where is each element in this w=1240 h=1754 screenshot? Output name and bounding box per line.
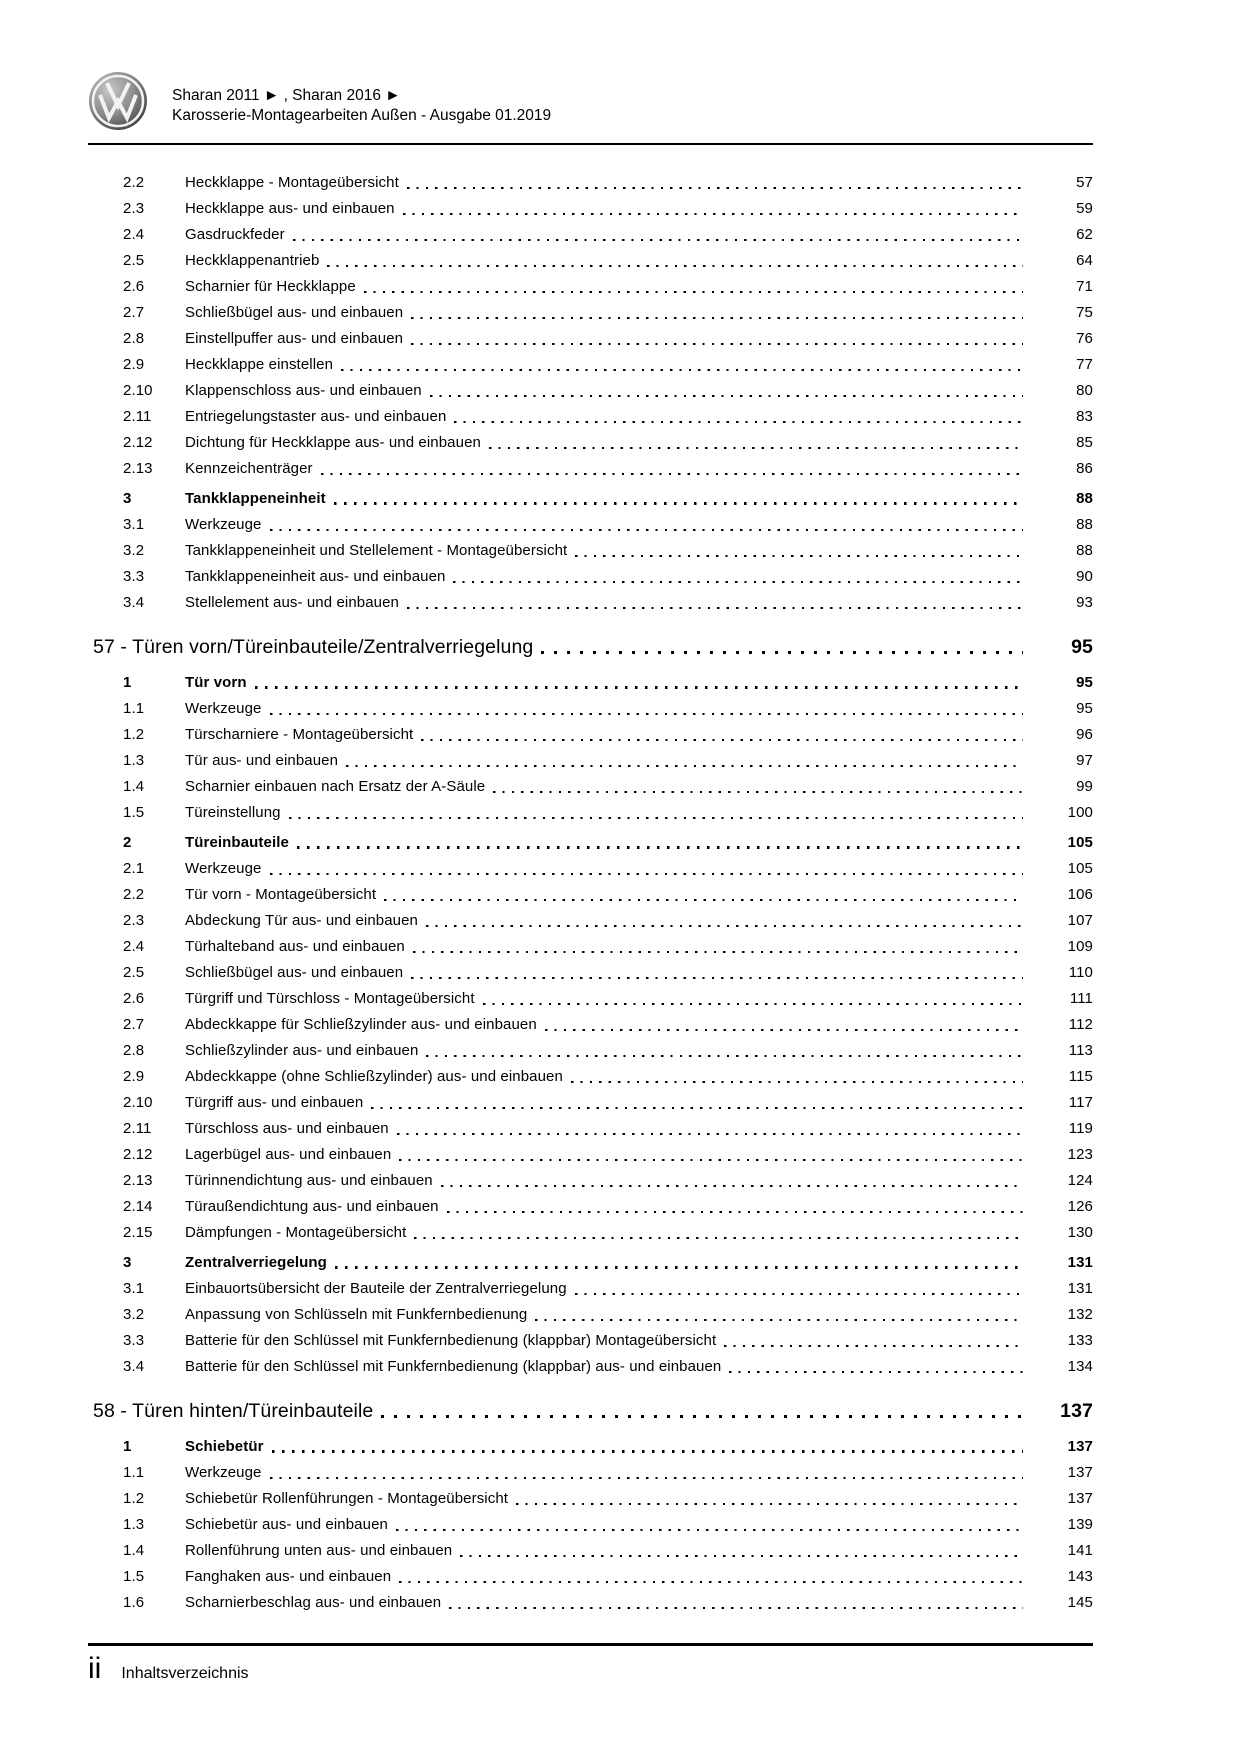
- toc-entry-page: 76: [1076, 330, 1093, 347]
- toc-entry-number: 2.8: [123, 330, 145, 347]
- toc-entry-number: 2.4: [123, 938, 145, 955]
- toc-entry-number: 2.10: [123, 382, 153, 399]
- toc-entry-title: Schließzylinder aus- und einbauen: [185, 1042, 419, 1059]
- toc-entry-page: 124: [1067, 1172, 1093, 1189]
- toc-entry-page: 132: [1067, 1306, 1093, 1323]
- dot-leader: [411, 343, 1023, 345]
- toc-entry-title: Batterie für den Schlüssel mit Funkfernbedienung (klappbar) Montageübersicht: [185, 1332, 717, 1349]
- toc-sub-row: [88, 404, 1093, 430]
- toc-sub-row: [88, 696, 1093, 722]
- toc-section-row: [88, 830, 1093, 856]
- toc-sub-row: [88, 856, 1093, 882]
- toc-entry-number: 2.15: [123, 1224, 153, 1241]
- toc-entry-page: 112: [1068, 1016, 1093, 1033]
- toc-entry-title: Scharnierbeschlag aus- und einbauen: [185, 1594, 442, 1611]
- toc-entry-page: 137: [1067, 1490, 1093, 1507]
- toc-sub-row: [88, 352, 1093, 378]
- toc-entry-number: 1.3: [123, 1516, 145, 1533]
- toc-sub-row: [88, 222, 1093, 248]
- footer-label: Inhaltsverzeichnis: [121, 1665, 249, 1682]
- toc-entry-page: 100: [1067, 804, 1093, 821]
- toc-entry-number: 1.5: [123, 1568, 145, 1585]
- dot-leader: [411, 977, 1023, 979]
- toc-entry-page: 111: [1069, 990, 1093, 1007]
- dot-leader: [297, 846, 1023, 849]
- toc-chapter-row: [88, 632, 1093, 662]
- toc-sub-row: [88, 882, 1093, 908]
- toc-entry-page: 145: [1067, 1594, 1093, 1611]
- toc-entry-page: 106: [1067, 886, 1093, 903]
- toc-sub-row: [88, 960, 1093, 986]
- dot-leader: [430, 395, 1023, 397]
- toc-entry-title: Scharnier für Heckklappe: [185, 278, 356, 295]
- toc-sub-row: [88, 722, 1093, 748]
- dot-leader: [270, 713, 1024, 715]
- dot-leader: [270, 1477, 1024, 1479]
- toc-entry-page: 105: [1067, 834, 1093, 851]
- dot-leader: [399, 1159, 1023, 1161]
- toc-entry-number: 2.3: [123, 200, 145, 217]
- toc-entry-page: 109: [1067, 938, 1093, 955]
- toc-sub-row: [88, 430, 1093, 456]
- toc-entry-title: Türaußendichtung aus- und einbauen: [185, 1198, 439, 1215]
- toc-sub-row: [88, 512, 1093, 538]
- toc-entry-page: 86: [1076, 460, 1093, 477]
- dot-leader: [270, 873, 1024, 875]
- toc-entry-number: 2.1: [123, 860, 145, 877]
- toc-entry-page: 95: [1076, 674, 1093, 691]
- toc-entry-number: 2.9: [123, 356, 145, 373]
- toc-entry-title: 58 - Türen hinten/Türeinbauteile: [93, 1400, 374, 1422]
- toc-entry-page: 95: [1071, 636, 1093, 658]
- toc-entry-title: Anpassung von Schlüsseln mit Funkfernbedienung: [185, 1306, 528, 1323]
- dot-leader: [413, 951, 1023, 953]
- toc-entry-number: 1.2: [123, 1490, 145, 1507]
- toc-chapter-row: [88, 1396, 1093, 1426]
- toc-entry-number: 3.1: [123, 516, 145, 533]
- toc-entry-title: Stellelement aus- und einbauen: [185, 594, 399, 611]
- toc-sub-row: [88, 774, 1093, 800]
- toc-entry-page: 95: [1076, 700, 1093, 717]
- toc-entry-page: 85: [1076, 434, 1093, 451]
- toc-entry-number: 2.7: [123, 1016, 145, 1033]
- dot-leader: [270, 529, 1024, 531]
- toc-sub-row: [88, 1460, 1093, 1486]
- toc-entry-title: Einstellpuffer aus- und einbauen: [185, 330, 404, 347]
- toc-entry-title: Scharnier einbauen nach Ersatz der A-Säule: [185, 778, 486, 795]
- vw-logo-icon: [88, 70, 148, 132]
- toc-entry-title: Batterie für den Schlüssel mit Funkfernbedienung (klappbar) aus- und einbauen: [185, 1358, 722, 1375]
- toc-entry-title: Einbauortsübersicht der Bauteile der Zentralverriegelung: [185, 1280, 567, 1297]
- toc-sub-row: [88, 1354, 1093, 1380]
- header-text: [172, 86, 551, 126]
- dot-leader: [371, 1107, 1023, 1109]
- toc-entry-number: 2.5: [123, 252, 145, 269]
- toc-entry-page: 131: [1067, 1254, 1093, 1271]
- toc-sub-row: [88, 1012, 1093, 1038]
- toc-entry-page: 90: [1076, 568, 1093, 585]
- toc-entry-title: Tür aus- und einbauen: [185, 752, 339, 769]
- toc-entry-title: Schiebetür aus- und einbauen: [185, 1516, 388, 1533]
- toc-entry-page: 139: [1067, 1516, 1093, 1533]
- toc-entry-number: 3.3: [123, 1332, 145, 1349]
- toc-entry-page: 64: [1076, 252, 1093, 269]
- toc-entry-title: 57 - Türen vorn/Türeinbauteile/Zentralverriegelung: [93, 636, 534, 658]
- toc-entry-page: 126: [1067, 1198, 1093, 1215]
- dot-leader: [411, 317, 1023, 319]
- toc-entry-page: 88: [1076, 490, 1093, 507]
- toc-entry-number: 2.5: [123, 964, 145, 981]
- toc-entry-number: 2.10: [123, 1094, 153, 1111]
- toc-entry-number: 2.12: [123, 1146, 153, 1163]
- dot-leader: [729, 1371, 1023, 1373]
- dot-leader: [516, 1503, 1023, 1505]
- toc-entry-title: Fanghaken aus- und einbauen: [185, 1568, 392, 1585]
- toc-entry-page: 117: [1068, 1094, 1093, 1111]
- toc-section-row: [88, 1434, 1093, 1460]
- dot-leader: [571, 1081, 1023, 1083]
- toc-entry-page: 80: [1076, 382, 1093, 399]
- toc-entry-number: 2.14: [123, 1198, 153, 1215]
- toc-entry-page: 83: [1076, 408, 1093, 425]
- toc-entry-title: Klappenschloss aus- und einbauen: [185, 382, 422, 399]
- toc-entry-number: 1.5: [123, 804, 145, 821]
- toc-entry-page: 57: [1076, 174, 1093, 191]
- toc-entry-page: 62: [1076, 226, 1093, 243]
- toc-entry-title: Türeinstellung: [185, 804, 281, 821]
- toc-entry-number: 3.2: [123, 1306, 145, 1323]
- toc-sub-row: [88, 590, 1093, 616]
- toc-entry-title: Heckklappe aus- und einbauen: [185, 200, 395, 217]
- toc-entry-page: 119: [1068, 1120, 1093, 1137]
- dot-leader: [397, 1133, 1023, 1135]
- toc-sub-row: [88, 986, 1093, 1012]
- toc-entry-number: 1.4: [123, 778, 145, 795]
- toc-entry-number: 2.11: [123, 408, 152, 425]
- toc-sub-row: [88, 1090, 1093, 1116]
- toc-entry-page: 71: [1076, 278, 1093, 295]
- toc-entry-page: 99: [1076, 778, 1093, 795]
- toc-sub-row: [88, 1328, 1093, 1354]
- dot-leader: [421, 739, 1023, 741]
- dot-leader: [327, 265, 1023, 267]
- dot-leader: [407, 187, 1023, 189]
- toc-entry-title: Dichtung für Heckklappe aus- und einbauen: [185, 434, 481, 451]
- dot-leader: [447, 1211, 1023, 1213]
- toc-entry-title: Gasdruckfeder: [185, 226, 285, 243]
- toc-entry-number: 2.11: [123, 1120, 152, 1137]
- toc-entry-number: 1.1: [123, 1464, 145, 1481]
- toc-entry-page: 115: [1068, 1068, 1093, 1085]
- toc-entry-page: 134: [1067, 1358, 1093, 1375]
- toc-entry-title: Werkzeuge: [185, 860, 262, 877]
- toc-entry-number: 2.9: [123, 1068, 145, 1085]
- toc-entry-page: 96: [1076, 726, 1093, 743]
- toc-entry-title: Türinnendichtung aus- und einbauen: [185, 1172, 433, 1189]
- toc-sub-row: [88, 1064, 1093, 1090]
- toc-sub-row: [88, 300, 1093, 326]
- footer-divider: [88, 1643, 1093, 1646]
- toc-entry-title: Schließbügel aus- und einbauen: [185, 304, 404, 321]
- dot-leader: [453, 581, 1023, 583]
- toc-entry-title: Türscharniere - Montageübersicht: [185, 726, 414, 743]
- toc-sub-row: [88, 934, 1093, 960]
- toc-entry-number: 1.6: [123, 1594, 145, 1611]
- dot-leader: [403, 213, 1023, 215]
- dot-leader: [449, 1607, 1023, 1609]
- toc-entry-number: 2.2: [123, 174, 145, 191]
- toc-entry-title: Tür vorn - Montageübersicht: [185, 886, 377, 903]
- dot-leader: [364, 291, 1023, 293]
- toc-entry-title: Lagerbügel aus- und einbauen: [185, 1146, 392, 1163]
- toc-sub-row: [88, 274, 1093, 300]
- toc-entry-number: 3.3: [123, 568, 145, 585]
- toc-entry-page: 75: [1076, 304, 1093, 321]
- toc-entry-title: Abdeckkappe für Schließzylinder aus- und einbauen: [185, 1016, 537, 1033]
- toc-entry-title: Abdeckkappe (ohne Schließzylinder) aus- und einbauen: [185, 1068, 563, 1085]
- toc-entry-number: 2.6: [123, 278, 145, 295]
- dot-leader: [724, 1345, 1023, 1347]
- dot-leader: [399, 1581, 1023, 1583]
- dot-leader: [545, 1029, 1023, 1031]
- dot-leader: [396, 1529, 1023, 1531]
- dot-leader: [384, 899, 1023, 901]
- toc-sub-row: [88, 748, 1093, 774]
- toc-entry-number: 1.2: [123, 726, 145, 743]
- toc-sub-row: [88, 564, 1093, 590]
- dot-leader: [293, 239, 1023, 241]
- toc-entry-number: 3: [123, 1254, 132, 1271]
- dot-leader: [483, 1003, 1023, 1005]
- toc-entry-title: Tankklappeneinheit aus- und einbauen: [185, 568, 446, 585]
- toc-entry-page: 113: [1068, 1042, 1093, 1059]
- dot-leader: [381, 1415, 1023, 1418]
- toc-sub-row: [88, 170, 1093, 196]
- toc-sub-row: [88, 326, 1093, 352]
- toc-sub-row: [88, 1512, 1093, 1538]
- toc-entry-number: 1.3: [123, 752, 145, 769]
- toc-entry-number: 1: [123, 1438, 132, 1455]
- toc-sub-row: [88, 1486, 1093, 1512]
- toc-sub-row: [88, 908, 1093, 934]
- toc-sub-row: [88, 1142, 1093, 1168]
- toc-entry-number: 2.13: [123, 1172, 153, 1189]
- toc-entry-title: Werkzeuge: [185, 700, 262, 717]
- toc-sub-row: [88, 1194, 1093, 1220]
- toc-sub-row: [88, 800, 1093, 826]
- toc-sub-row: [88, 538, 1093, 564]
- page-footer: [88, 1652, 249, 1686]
- toc-entry-page: 97: [1076, 752, 1093, 769]
- toc-section-row: [88, 1250, 1093, 1276]
- toc-entry-page: 123: [1067, 1146, 1093, 1163]
- toc-entry-page: 110: [1068, 964, 1093, 981]
- dot-leader: [575, 555, 1023, 557]
- toc-sub-row: [88, 1038, 1093, 1064]
- toc-sub-row: [88, 456, 1093, 482]
- toc-entry-title: Türgriff und Türschloss - Montageübersicht: [185, 990, 475, 1007]
- toc-entry-number: 1.1: [123, 700, 145, 717]
- dot-leader: [289, 817, 1023, 819]
- toc-sub-row: [88, 1302, 1093, 1328]
- dot-leader: [334, 502, 1023, 505]
- toc-entry-title: Schiebetür Rollenführungen - Montageübersicht: [185, 1490, 509, 1507]
- toc-entry-number: 1: [123, 674, 132, 691]
- dot-leader: [335, 1266, 1023, 1269]
- toc-section-row: [88, 670, 1093, 696]
- dot-leader: [489, 447, 1023, 449]
- header-model-line: Sharan 2011 ► , Sharan 2016 ►: [172, 87, 401, 104]
- toc-entry-title: Türhalteband aus- und einbauen: [185, 938, 405, 955]
- toc-entry-title: Schiebetür: [185, 1438, 264, 1455]
- toc-entry-number: 3: [123, 490, 132, 507]
- toc-entry-title: Werkzeuge: [185, 516, 262, 533]
- toc-entry-page: 77: [1076, 356, 1093, 373]
- toc-entry-number: 3.4: [123, 594, 145, 611]
- dot-leader: [346, 765, 1023, 767]
- toc-entry-page: 137: [1067, 1438, 1093, 1455]
- toc-sub-row: [88, 196, 1093, 222]
- header-divider: [88, 143, 1093, 145]
- toc-entry-title: Tankklappeneinheit und Stellelement - Montageübersicht: [185, 542, 568, 559]
- dot-leader: [321, 473, 1023, 475]
- toc-entry-page: 107: [1067, 912, 1093, 929]
- dot-leader: [414, 1237, 1023, 1239]
- toc-sub-row: [88, 1590, 1093, 1616]
- toc-entry-number: 2.2: [123, 886, 145, 903]
- toc-entry-title: Schließbügel aus- und einbauen: [185, 964, 404, 981]
- toc-entry-title: Heckklappe - Montageübersicht: [185, 174, 399, 191]
- toc-entry-title: Entriegelungstaster aus- und einbauen: [185, 408, 447, 425]
- toc-entry-number: 2.8: [123, 1042, 145, 1059]
- toc-entry-number: 2.4: [123, 226, 145, 243]
- toc-entry-title: Tankklappeneinheit: [185, 490, 326, 507]
- toc-entry-title: Heckklappe einstellen: [185, 356, 334, 373]
- dot-leader: [426, 925, 1023, 927]
- dot-leader: [535, 1319, 1023, 1321]
- dot-leader: [426, 1055, 1023, 1057]
- toc-entry-title: Werkzeuge: [185, 1464, 262, 1481]
- toc-entry-number: 3.4: [123, 1358, 145, 1375]
- toc-entry-page: 137: [1060, 1400, 1093, 1422]
- toc-entry-page: 93: [1076, 594, 1093, 611]
- toc-sub-row: [88, 1116, 1093, 1142]
- dot-leader: [441, 1185, 1023, 1187]
- toc-entry-number: 2: [123, 834, 132, 851]
- toc-entry-title: Kennzeichenträger: [185, 460, 313, 477]
- toc-entry-number: 3.1: [123, 1280, 145, 1297]
- toc-entry-page: 131: [1067, 1280, 1093, 1297]
- toc-entry-number: 2.12: [123, 434, 153, 451]
- toc-entry-title: Dämpfungen - Montageübersicht: [185, 1224, 407, 1241]
- dot-leader: [341, 369, 1023, 371]
- toc-entry-page: 133: [1067, 1332, 1093, 1349]
- toc-sub-row: [88, 248, 1093, 274]
- toc-entry-number: 2.7: [123, 304, 145, 321]
- toc-entry-number: 1.4: [123, 1542, 145, 1559]
- dot-leader: [255, 686, 1023, 689]
- dot-leader: [575, 1293, 1023, 1295]
- toc-entry-title: Rollenführung unten aus- und einbauen: [185, 1542, 453, 1559]
- toc-entry-page: 105: [1067, 860, 1093, 877]
- toc-entry-title: Türgriff aus- und einbauen: [185, 1094, 364, 1111]
- toc-sub-row: [88, 1564, 1093, 1590]
- toc-entry-page: 130: [1067, 1224, 1093, 1241]
- dot-leader: [493, 791, 1023, 793]
- toc-entry-page: 141: [1067, 1542, 1093, 1559]
- toc-section-row: [88, 486, 1093, 512]
- toc-entry-number: 2.13: [123, 460, 153, 477]
- toc-entry-page: 143: [1067, 1568, 1093, 1585]
- toc-sub-row: [88, 1220, 1093, 1246]
- footer-page-number: ii: [88, 1652, 102, 1685]
- toc-entry-title: Türschloss aus- und einbauen: [185, 1120, 389, 1137]
- toc-entry-title: Türeinbauteile: [185, 834, 289, 851]
- toc-sub-row: [88, 1276, 1093, 1302]
- toc-entry-number: 2.6: [123, 990, 145, 1007]
- toc-sub-row: [88, 1538, 1093, 1564]
- toc-entry-number: 3.2: [123, 542, 145, 559]
- toc-entry-page: 88: [1076, 542, 1093, 559]
- dot-leader: [541, 651, 1023, 654]
- dot-leader: [272, 1450, 1023, 1453]
- toc-sub-row: [88, 1168, 1093, 1194]
- toc-entry-title: Zentralverriegelung: [185, 1254, 327, 1271]
- dot-leader: [454, 421, 1023, 423]
- toc-entry-page: 59: [1076, 200, 1093, 217]
- header-edition-line: Karosserie-Montagearbeiten Außen - Ausgabe 01.2019: [172, 107, 552, 124]
- toc-entry-title: Tür vorn: [185, 674, 247, 691]
- toc-entry-title: Heckklappenantrieb: [185, 252, 320, 269]
- toc-sub-row: [88, 378, 1093, 404]
- toc-entry-title: Abdeckung Tür aus- und einbauen: [185, 912, 418, 929]
- dot-leader: [460, 1555, 1023, 1557]
- dot-leader: [407, 607, 1023, 609]
- toc-entry-page: 88: [1076, 516, 1093, 533]
- toc-entry-page: 137: [1067, 1464, 1093, 1481]
- table-of-contents: [88, 170, 1093, 1616]
- toc-entry-number: 2.3: [123, 912, 145, 929]
